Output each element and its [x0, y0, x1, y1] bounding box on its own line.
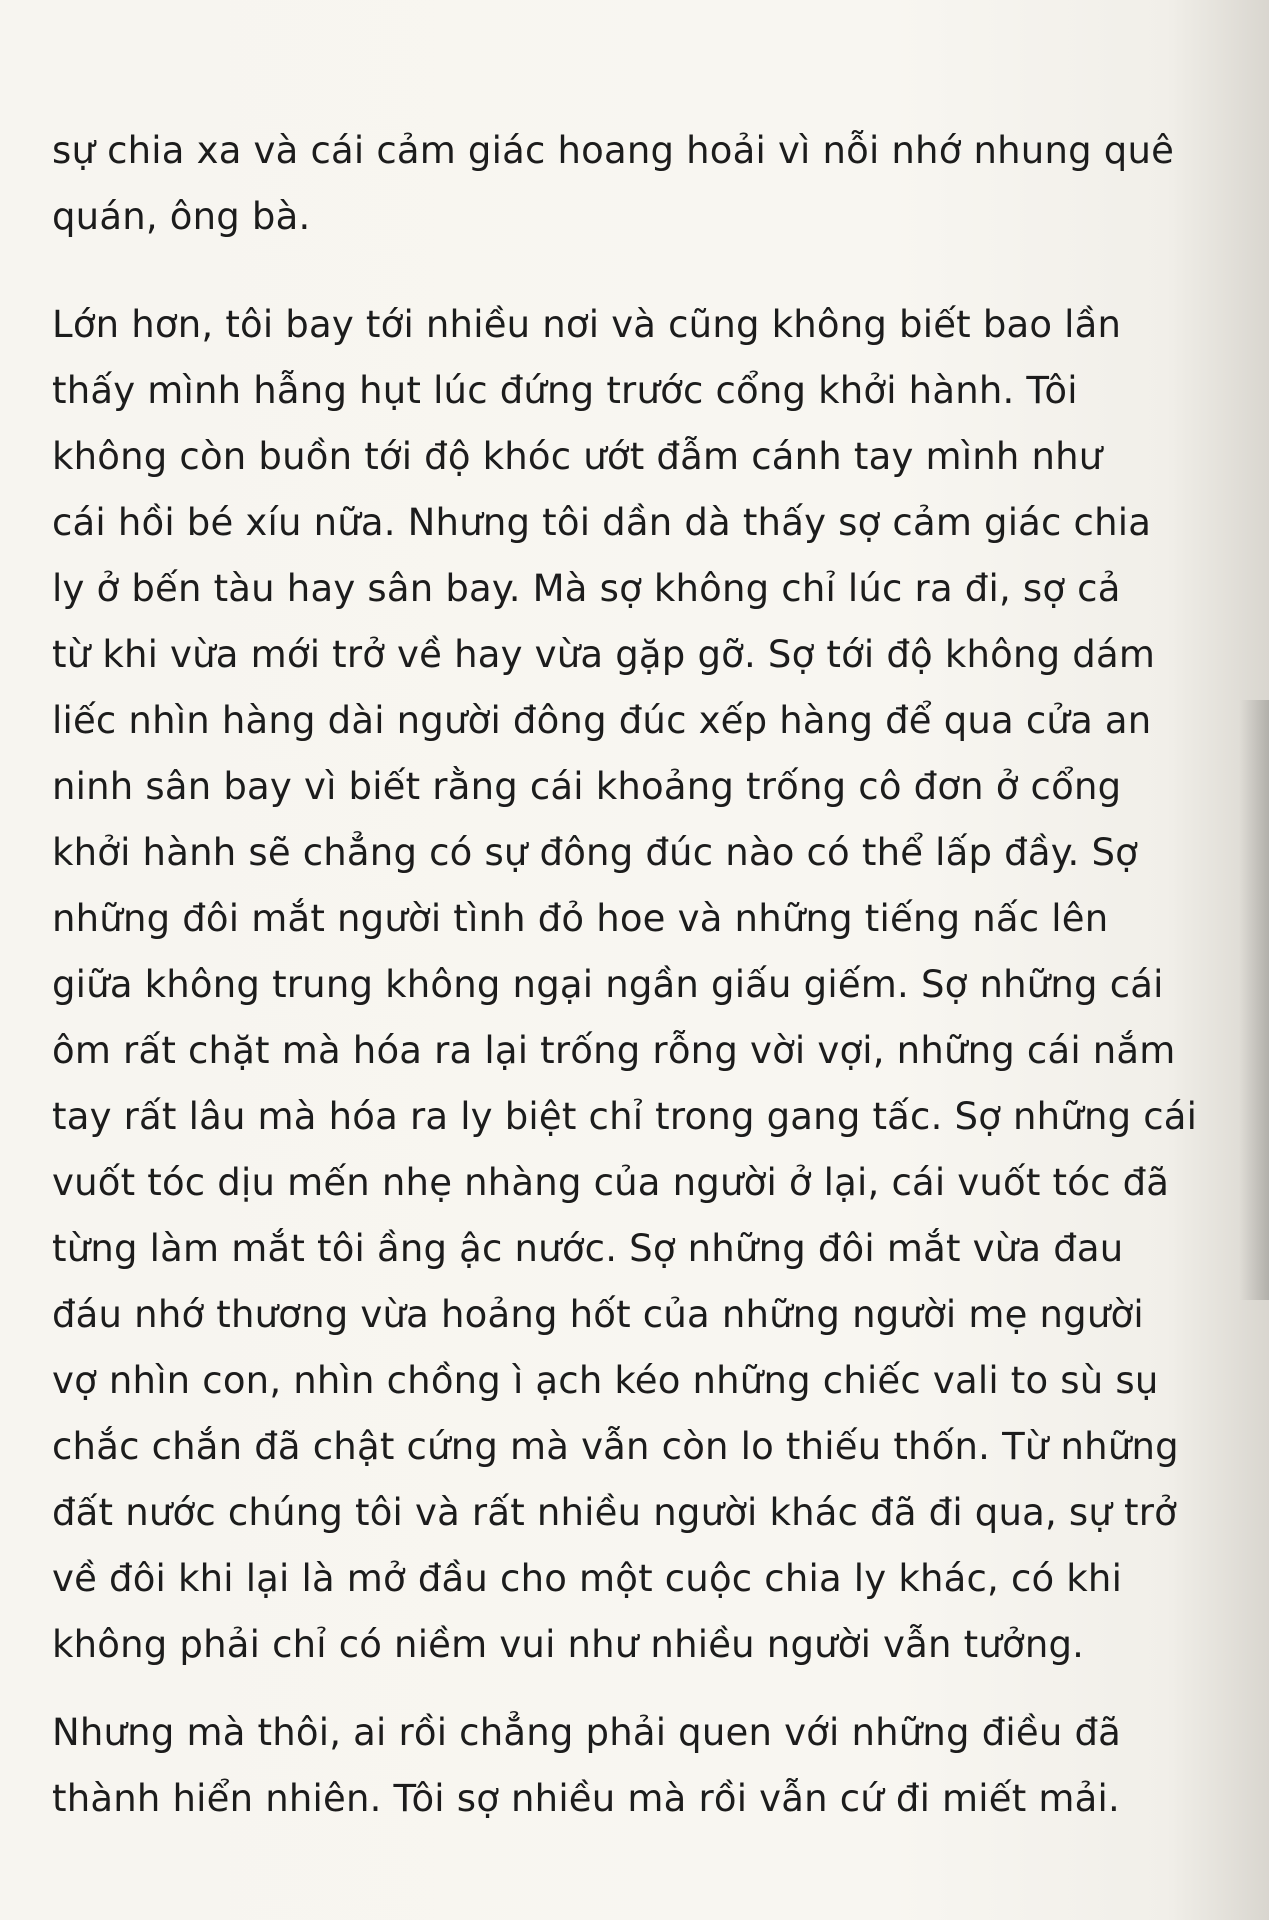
paragraph-gap: [52, 1678, 1132, 1700]
text-line: từng làm mắt tôi ầng ậc nước. Sợ những đôi mắt vừa đau: [52, 1227, 1124, 1270]
text-line: đáu nhớ thương vừa hoảng hốt của những người mẹ người: [52, 1293, 1144, 1336]
text-line: cái hồi bé xíu nữa. Nhưng tôi dần dà thấy sợ cảm giác chia: [52, 501, 1152, 544]
text-line: ly ở bến tàu hay sân bay. Mà sợ không chỉ lúc ra đi, sợ cả: [52, 567, 1121, 610]
text-line: khởi hành sẽ chẳng có sự đông đúc nào có thể lấp đầy. Sợ: [52, 831, 1138, 874]
paragraph-2: [52, 292, 1198, 1678]
page-edge-shadow: [1239, 700, 1269, 1300]
text-line: thành hiển nhiên. Tôi sợ nhiều mà rồi vẫn cứ đi miết mải.: [52, 1777, 1120, 1820]
text-line: không phải chỉ có niềm vui như nhiều người vẫn tưởng.: [52, 1623, 1085, 1666]
text-line: quán, ông bà.: [52, 195, 311, 238]
text-line: sự chia xa và cái cảm giác hoang hoải vì nỗi nhớ nhung quê: [52, 129, 1175, 172]
text-line: giữa không trung không ngại ngần giấu giếm. Sợ những cái: [52, 963, 1164, 1006]
text-line: về đôi khi lại là mở đầu cho một cuộc chia ly khác, có khi: [52, 1557, 1123, 1600]
paragraph-3: [52, 1700, 1132, 1832]
text-line: vuốt tóc dịu mến nhẹ nhàng của người ở lại, cái vuốt tóc đã: [52, 1161, 1170, 1204]
text-line: chắc chắn đã chật cứng mà vẫn còn lo thiếu thốn. Từ những: [52, 1425, 1179, 1468]
text-line: Lớn hơn, tôi bay tới nhiều nơi và cũng không biết bao lần: [52, 303, 1122, 346]
text-line: những đôi mắt người tình đỏ hoe và những tiếng nấc lên: [52, 897, 1109, 940]
paragraph-gap: [52, 250, 1132, 292]
text-line: liếc nhìn hàng dài người đông đúc xếp hàng để qua cửa an: [52, 699, 1152, 742]
paragraph-1: [52, 118, 1175, 250]
text-line: tay rất lâu mà hóa ra ly biệt chỉ trong gang tấc. Sợ những cái: [52, 1095, 1198, 1138]
text-line: vợ nhìn con, nhìn chồng ì ạch kéo những chiếc vali to sù sụ: [52, 1359, 1159, 1402]
text-line: ninh sân bay vì biết rằng cái khoảng trống cô đơn ở cổng: [52, 765, 1122, 808]
text-line: không còn buồn tới độ khóc ướt đẫm cánh tay mình như: [52, 435, 1103, 478]
text-line: ôm rất chặt mà hóa ra lại trống rỗng vời vợi, những cái nắm: [52, 1029, 1176, 1072]
text-line: từ khi vừa mới trở về hay vừa gặp gỡ. Sợ tới độ không dám: [52, 633, 1156, 676]
text-line: đất nước chúng tôi và rất nhiều người khác đã đi qua, sự trở: [52, 1491, 1177, 1534]
text-line: Nhưng mà thôi, ai rồi chẳng phải quen với những điều đã: [52, 1711, 1122, 1754]
body-text: [52, 118, 1198, 1832]
text-line: thấy mình hẫng hụt lúc đứng trước cổng khởi hành. Tôi: [52, 369, 1078, 412]
